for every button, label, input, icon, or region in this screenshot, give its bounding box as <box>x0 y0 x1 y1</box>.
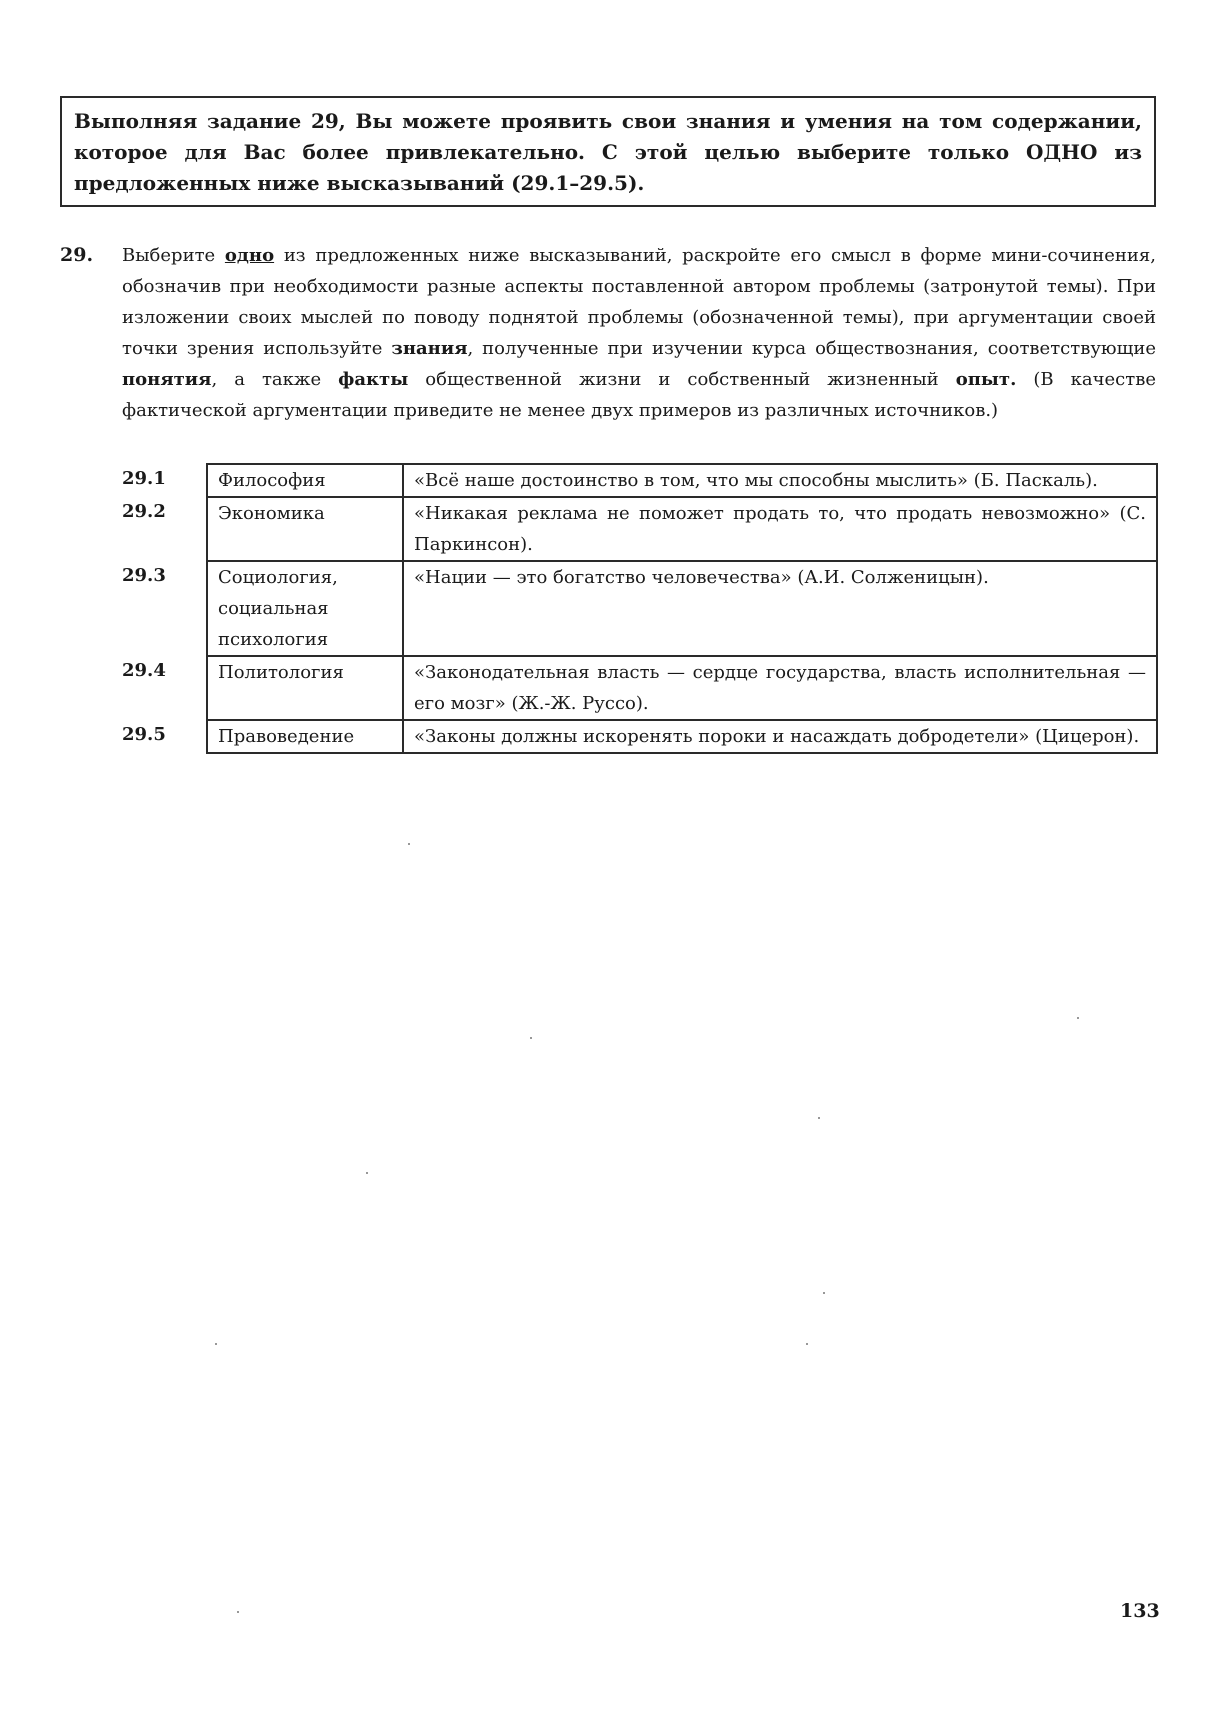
topic-quote: «Всё наше достоинство в том, что мы способны мыслить» (Б. Паскаль). <box>414 470 1098 491</box>
topic-code: 29.5 <box>122 724 166 745</box>
table-row <box>60 655 1158 719</box>
topic-cells <box>206 655 1158 719</box>
topic-quote: «Законы должны искоренять пороки и насаждать добродетели» (Цицерон). <box>414 726 1140 747</box>
scan-speck <box>237 1611 239 1613</box>
instruction-text: Выполняя задание 29, Вы можете проявить свои знания и умения на том содержании, которое для Вас более привлекательно. С этой целью выберите только ОДНО из предложенных ниже высказываний (29.1–29.5). <box>74 109 1142 195</box>
scan-speck <box>823 1292 825 1294</box>
instruction-box <box>60 96 1156 207</box>
scan-speck <box>215 1343 217 1345</box>
topic-quote: «Законодательная власть — сердце государства, власть исполнительная — его мозг» (Ж.-Ж. Руссо). <box>414 662 1146 714</box>
topics-table <box>60 463 1158 754</box>
topic-subject: Экономика <box>208 498 404 560</box>
topic-subject: Социология, социальная психология <box>208 562 404 655</box>
topic-cells <box>206 463 1158 496</box>
scan-speck <box>806 1343 808 1345</box>
topic-subject: Политология <box>208 657 404 719</box>
topic-quote: «Никакая реклама не поможет продать то, что продать невозможно» (С. Паркинсон). <box>414 503 1146 555</box>
table-row <box>60 496 1158 560</box>
task-emphasis-facts: факты <box>338 369 409 390</box>
table-row <box>60 560 1158 655</box>
task-emphasis-knowledge: знания <box>391 338 468 359</box>
scan-speck <box>1077 1017 1079 1019</box>
topic-quote: «Нации — это богатство человечества» (А.И. Солженицын). <box>414 567 989 588</box>
topic-cells <box>206 719 1158 754</box>
table-row <box>60 719 1158 754</box>
task-text-part: общественной жизни и собственный жизненный <box>425 369 939 390</box>
topic-code: 29.1 <box>122 468 166 489</box>
task-text-part: , а также <box>211 369 322 390</box>
topic-code: 29.2 <box>122 501 166 522</box>
task-emphasis-one: одно <box>224 245 275 266</box>
table-row <box>60 463 1158 496</box>
topic-code: 29.4 <box>122 660 166 681</box>
task-text-part: из предложенных ниже высказываний, раскройте его смысл в форме мини-сочинения, обозначив при необходимости разные аспекты поставленной автором проблемы (затронутой темы). При изложении своих мыслей по поводу поднятой проблемы (обозначенной темы), при аргументации своей точки зрения используйте <box>122 245 1156 359</box>
topic-code: 29.3 <box>122 565 166 586</box>
page-number: 133 <box>1120 1600 1160 1622</box>
scan-speck <box>408 843 410 845</box>
topic-subject: Правоведение <box>208 721 404 752</box>
scan-speck <box>818 1117 820 1119</box>
task-text-part: Выберите <box>122 245 216 266</box>
scan-speck <box>366 1172 368 1174</box>
task-text-part: , полученные при изучении курса обществознания, соответствующие <box>467 338 1156 359</box>
task-emphasis-concepts: понятия <box>122 369 212 390</box>
scan-speck <box>530 1037 532 1039</box>
topic-cells <box>206 496 1158 560</box>
task-instructions <box>122 240 1156 426</box>
task-number: 29. <box>60 244 94 266</box>
task-emphasis-experience: опыт. <box>955 369 1017 390</box>
topic-cells <box>206 560 1158 655</box>
task-text-part: (В качестве фактической аргументации приведите не менее двух примеров из различных источников.) <box>122 369 1157 421</box>
topic-subject: Философия <box>208 465 404 496</box>
